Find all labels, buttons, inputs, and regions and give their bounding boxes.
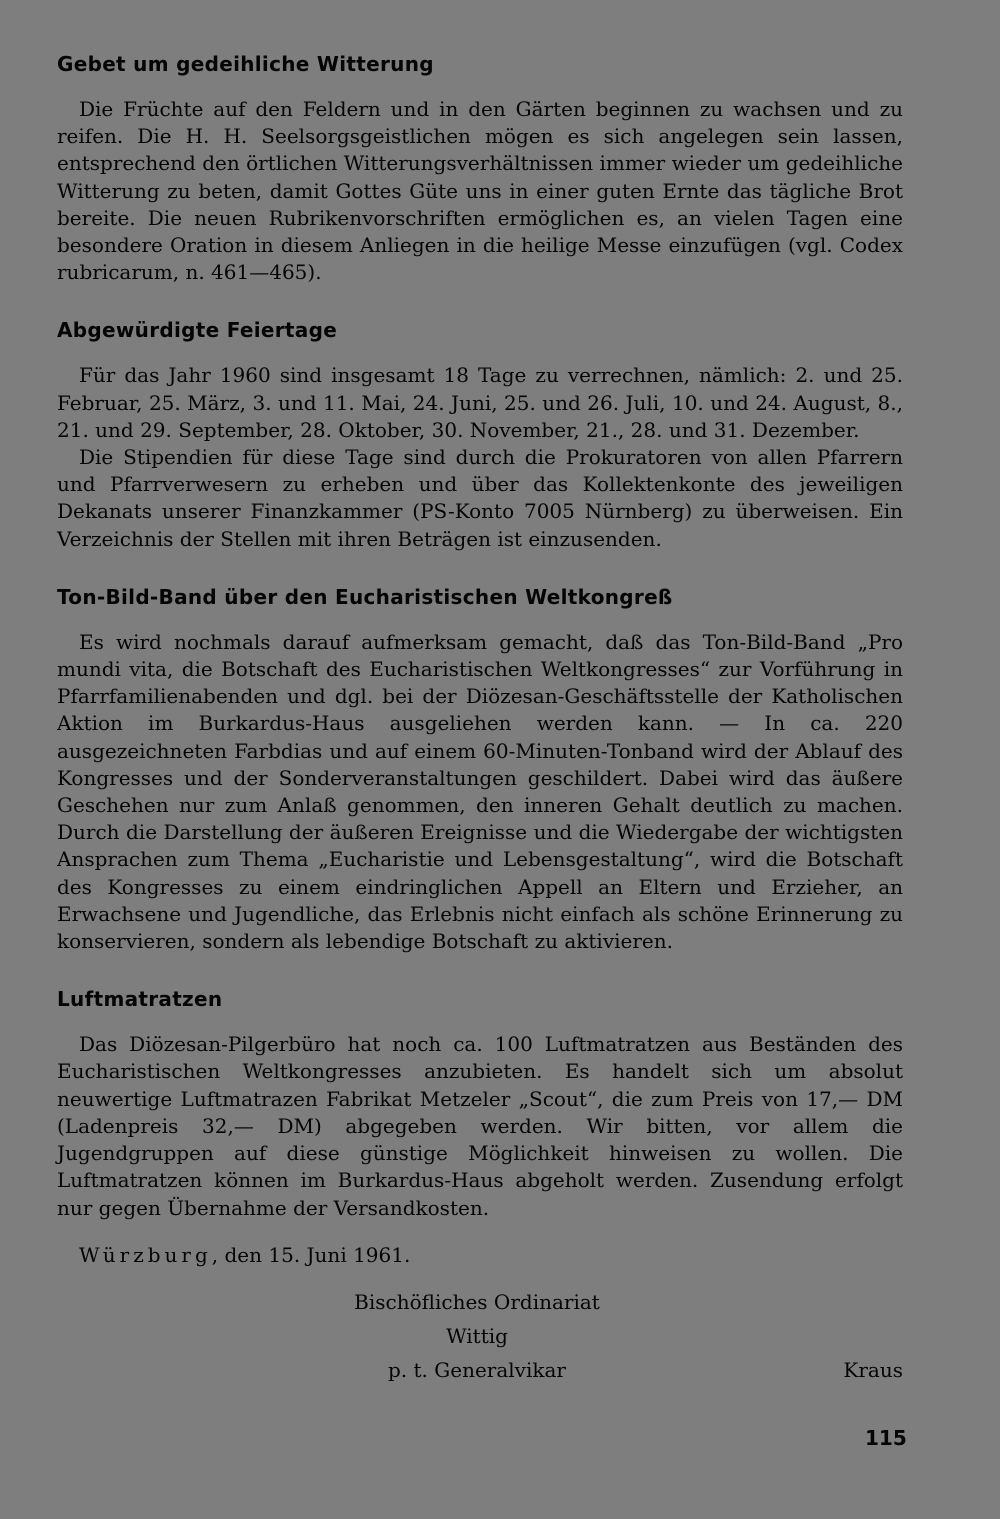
- signatory-title: p. t. Generalvikar: [388, 1357, 566, 1382]
- section-paragraph: Für das Jahr 1960 sind insgesamt 18 Tage zu verrechnen, nämlich: 2. und 25. Februar, 25. März, 3. und 11. Mai, 24. Juni, 25. und 26. Juli, 10. und 24. August, 8., 21. und 29. September, 28. Oktober, 30. November, 21., 28. und 31. Dezember.: [57, 363, 903, 442]
- section-heading: Ton-Bild-Band über den Eucharistischen Weltkongreß: [57, 584, 673, 609]
- section-heading: Gebet um gedeihliche Witterung: [57, 52, 434, 76]
- date-line: [79, 1242, 903, 1269]
- office-name: Bischöfliches Ordinariat: [354, 1289, 600, 1314]
- signatory-name: Wittig: [446, 1323, 508, 1348]
- date-place: Würzburg: [79, 1242, 212, 1267]
- page-number: 115: [865, 1426, 907, 1450]
- section-heading: Abgewürdigte Feiertage: [57, 318, 338, 343]
- section-paragraph: Das Diözesan-Pilgerbüro hat noch ca. 100 Luftmatratzen aus Beständen des Eucharistischen Weltkongresses anzubieten. Es handelt sich um absolut neuwertige Luftmatrazen Fabrikat Metzeler „Scout“, die zum Preis von 17,— DM (Ladenpreis 32,— DM) abgegeben werden. Wir bitten, vor allem die Jugendgruppen auf diese günstige Möglichkeit hinweisen zu wollen. Die Luftmatratzen können im Burkardus-Haus abgeholt werden. Zusendung erfolgt nur gegen Übernahme der Versandkosten.: [57, 1032, 903, 1220]
- section-air-mattresses: [57, 985, 903, 1221]
- section-paragraph: Die Früchte auf den Feldern und in den Gärten beginnen zu wachsen und zu reifen. Die H. H. Seelsorgsgeistlichen mögen es sich angelegen sein lassen, entsprechend den örtlichen Witterungsverhältnissen immer wieder um gedeihliche Witterung zu beten, damit Gottes Güte uns in einer guten Ernte das tägliche Brot bereite. Die neuen Rubrikenvorschriften ermöglichen es, an vielen Tagen eine besondere Oration in diesem Anliegen in die heilige Messe einzufügen (vgl. Codex rubricarum, n. 461—465).: [57, 97, 903, 285]
- signature-block: [57, 1285, 903, 1395]
- section-heading: Luftmatratzen: [57, 987, 223, 1012]
- signature-column: [347, 1285, 607, 1387]
- section-paragraph: Die Stipendien für diese Tage sind durch die Prokuratoren von allen Pfarrern und Pfarrverwesern zu erheben und über das Kollektenkonte des jeweiligen Dekanats unserer Finanzkammer (PS-Konto 7005 Nürnberg) zu überweisen. Ein Verzeichnis der Stellen mit ihren Beträgen ist einzusenden.: [57, 445, 903, 551]
- section-sound-slide-film: [57, 583, 903, 955]
- date-text: , den 15. Juni 1961.: [211, 1242, 411, 1267]
- section-paragraph: Es wird nochmals darauf aufmerksam gemacht, daß das Ton-Bild-Band „Pro mundi vita, die Botschaft des Eucharistischen Weltkongresses“ zur Vorführung in Pfarrfamilienabenden und dgl. bei der Diözesan-Geschäftsstelle der Katholischen Aktion im Burkardus-Haus ausgeliehen werden kann. — In ca. 220 ausgezeichneten Farbdias und auf einem 60-Minuten-Tonband wird der Ablauf des Kongresses und der Sonderveranstaltungen geschildert. Dabei wird das äußere Geschehen nur zum Anlaß genommen, den inneren Gehalt deutlich zu machen. Durch die Darstellung der äußeren Ereignisse und die Wiedergabe der wichtigsten Ansprachen zum Thema „Eucharistie und Lebensgestaltung“, wird die Botschaft des Kongresses zu einem eindringlichen Appell an Eltern und Erzieher, an Erwachsene und Jugendliche, das Erlebnis nicht einfach als schöne Erinnerung zu konservieren, sondern als lebendige Botschaft zu aktivieren.: [57, 629, 903, 954]
- document-page: [57, 50, 903, 1395]
- section-weather-prayer: [57, 50, 903, 286]
- secondary-signatory: Kraus: [843, 1357, 903, 1382]
- section-abolished-holidays: [57, 316, 903, 552]
